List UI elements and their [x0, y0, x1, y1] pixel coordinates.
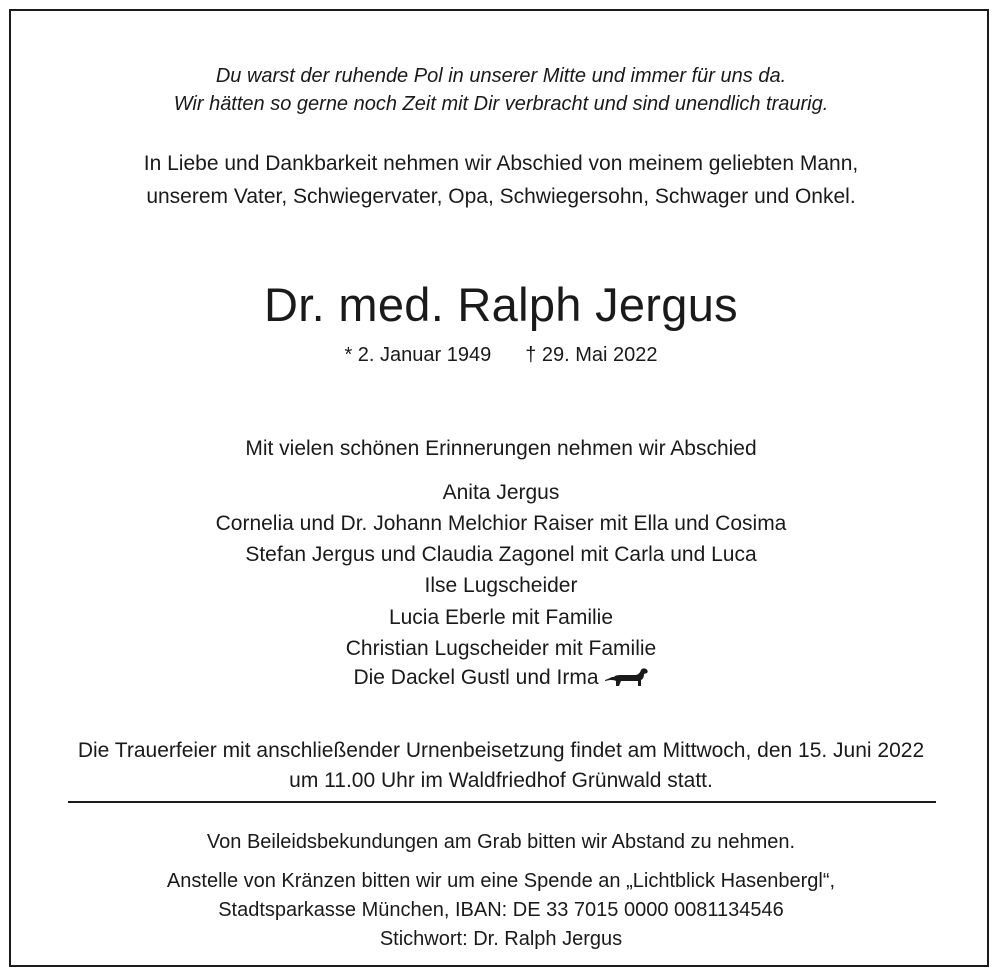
condolence-note: Von Beileidsbekundungen am Grab bitten wir Abstand zu nehmen. — [206, 831, 796, 853]
birth-date: * 2. Januar 1949 — [344, 344, 492, 366]
ceremony-line-2: um 11.00 Uhr im Waldfriedhof Grünwald statt. — [289, 769, 713, 792]
donation-line-1: Anstelle von Kränzen bitten wir um eine Spende an „Lichtblick Hasenbergl“, — [166, 870, 836, 892]
dogs-label: Die Dackel Gustl und Irma — [353, 666, 599, 689]
death-date: † 29. Mai 2022 — [525, 344, 658, 366]
mourner-line: Cornelia und Dr. Johann Melchior Raiser mit Ella und Cosima — [215, 512, 787, 535]
intro-quote-line-2: Wir hätten so gerne noch Zeit mit Dir verbracht und sind unendlich traurig. — [173, 93, 829, 115]
dachshund-icon — [603, 667, 649, 689]
mourner-line: Lucia Eberle mit Familie — [388, 606, 614, 629]
intro-quote-line-1: Du warst der ruhende Pol in unserer Mitte und immer für uns da. — [215, 65, 787, 87]
donation-line-2: Stadtsparkasse München, IBAN: DE 33 7015 0000 0081134546 — [218, 899, 784, 921]
obituary-card — [9, 9, 989, 967]
life-dates — [11, 345, 991, 365]
mourner-line-dogs — [11, 667, 991, 689]
mourner-line: Stefan Jergus und Claudia Zagonel mit Carla und Luca — [245, 543, 757, 566]
donation-line-3: Stichwort: Dr. Ralph Jergus — [379, 928, 623, 950]
mourner-line: Christian Lugscheider mit Familie — [345, 637, 657, 660]
divider — [68, 801, 936, 803]
deceased-name: Dr. med. Ralph Jergus — [264, 278, 738, 331]
ceremony-line-1: Die Trauerfeier mit anschließender Urnenbeisetzung findet am Mittwoch, den 15. Juni 2022 — [77, 739, 925, 762]
announcement-line-2: unserem Vater, Schwiegervater, Opa, Schwiegersohn, Schwager und Onkel. — [146, 185, 856, 208]
mourners-heading: Mit vielen schönen Erinnerungen nehmen wir Abschied — [245, 437, 757, 460]
mourner-line: Anita Jergus — [442, 481, 560, 504]
announcement-line-1: In Liebe und Dankbarkeit nehmen wir Abschied von meinem geliebten Mann, — [143, 152, 859, 175]
mourner-line: Ilse Lugscheider — [424, 574, 578, 597]
